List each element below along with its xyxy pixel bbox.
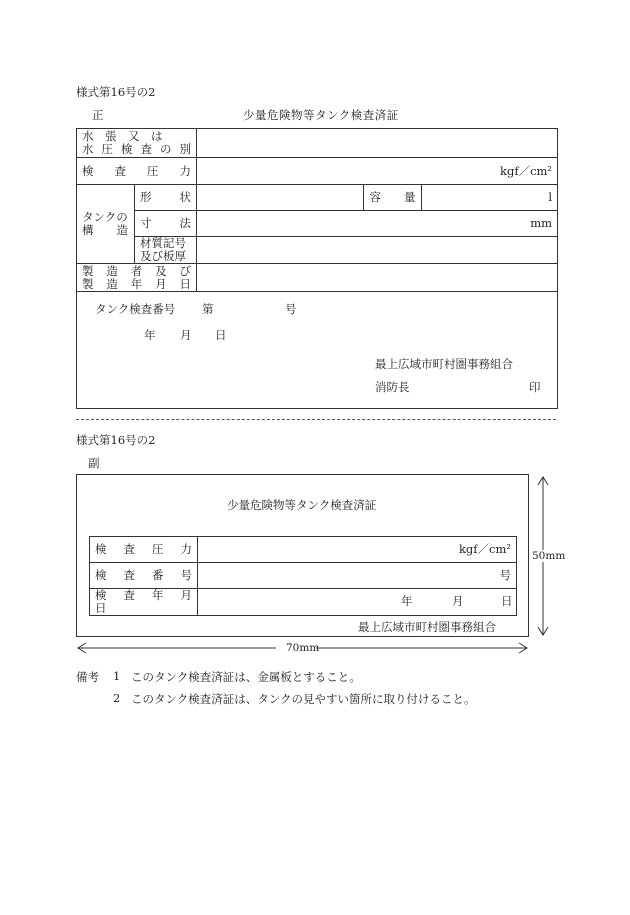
- plate-number-unit[interactable]: 号: [198, 563, 517, 589]
- height-dimension-label: 50mm: [532, 550, 566, 562]
- remarks-item1-text: このタンク検査済証は、金属板とすること。: [131, 670, 361, 684]
- inspection-no-go: 号: [285, 302, 297, 316]
- dimension-label: 寸 法: [135, 211, 197, 237]
- certificate-title: 少量危険物等タンク検査済証: [243, 108, 399, 122]
- pressure-unit[interactable]: kgf／cm²: [197, 158, 558, 185]
- width-dimension-label: 70mm: [286, 642, 320, 654]
- seal-mark: 印: [529, 380, 541, 394]
- remarks-item2-no: 2: [113, 691, 121, 705]
- date-month: 月: [180, 328, 192, 342]
- inspection-no-label: タンク検査番号: [95, 302, 176, 316]
- remarks-item1-no: 1: [113, 669, 121, 683]
- inspection-no-dai: 第: [202, 302, 214, 316]
- date-day: 日: [215, 328, 227, 342]
- remarks-label: 備考: [76, 670, 99, 684]
- dimension-unit[interactable]: mm: [197, 211, 558, 237]
- plate-pressure-unit[interactable]: kgf／cm²: [198, 537, 517, 563]
- seishou-label: 正: [92, 108, 104, 122]
- capacity-label: 容 量: [364, 185, 422, 211]
- remarks-item2-text: このタンク検査済証は、タンクの見やすい箇所に取り付けること。: [131, 692, 476, 706]
- plate-date-year: 年: [401, 594, 413, 608]
- plate-date-month: 月: [452, 594, 464, 608]
- structure-label: タンクの 構 造: [77, 185, 135, 264]
- plate-issuer: 最上広域市町村圏事務組合: [358, 620, 496, 634]
- material-label: 材質記号 及び板厚: [135, 237, 197, 264]
- plate-date-day: 日: [501, 594, 513, 608]
- date-year: 年: [144, 328, 156, 342]
- shape-label: 形 状: [135, 185, 197, 211]
- plate-number-label: 検 査 番 号: [90, 563, 198, 589]
- water-test-label: 水 張 又 は 水圧検査の別: [77, 129, 197, 158]
- form-number-copy: 様式第16号の2: [76, 433, 156, 447]
- issuer: 最上広域市町村圏事務組合: [375, 357, 513, 371]
- plate-title: 少量危険物等タンク検査済証: [227, 498, 377, 512]
- form-number-main: 様式第16号の2: [76, 85, 156, 99]
- fuku-label: 副: [88, 456, 100, 470]
- plate-date-label: 検 査 年 月 日: [90, 589, 198, 616]
- pressure-label: 検 査 圧 力: [77, 158, 197, 185]
- plate-pressure-label: 検 査 圧 力: [90, 537, 198, 563]
- chief-title: 消防長: [375, 380, 410, 394]
- capacity-unit[interactable]: l: [422, 185, 558, 211]
- maker-label: 製 造 者 及 び 製 造 年 月 日: [77, 264, 197, 292]
